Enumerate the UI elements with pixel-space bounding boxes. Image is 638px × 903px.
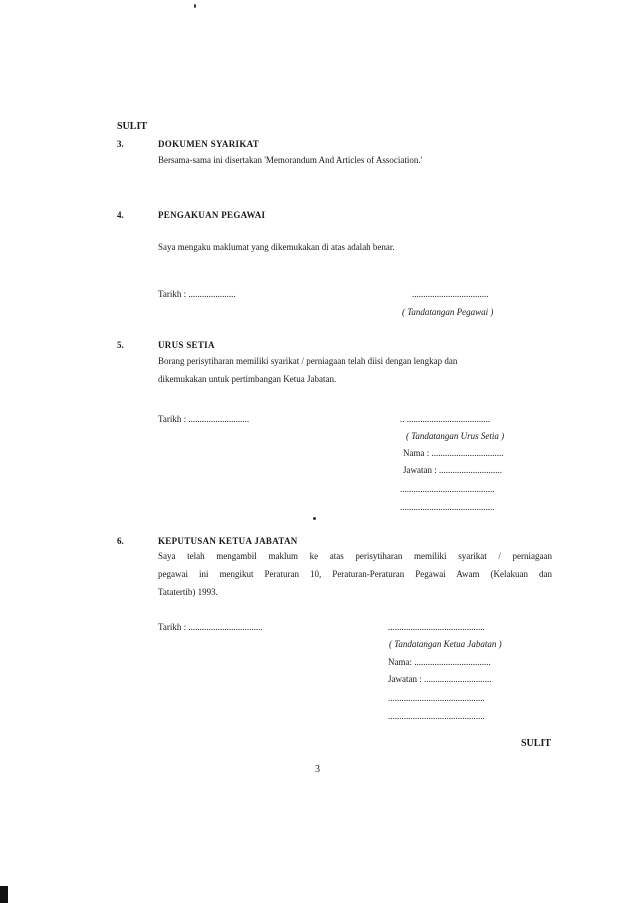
section-3-title: DOKUMEN SYARIKAT	[158, 139, 260, 149]
section-6-blank-line: ...........................................	[388, 711, 485, 721]
section-3-number: 3.	[117, 139, 124, 149]
section-6-text-line3: Tatatertib) 1993.	[158, 587, 218, 597]
section-3-text: Bersama-sama ini disertakan 'Memorandum And Articles of Association.'	[158, 155, 423, 165]
section-6-signature-caption: ( Tandatangan Ketua Jabatan )	[389, 639, 502, 649]
section-4-title: PENGAKUAN PEGAWAI	[158, 210, 266, 220]
section-5-signature-line: .. .....................................	[400, 414, 490, 424]
section-6-text-line2: pegawai ini mengikut Peraturan 10, Peraturan-Peraturan Pegawai Awam (Kelakuan dan	[158, 569, 552, 579]
section-5-number: 5.	[117, 340, 124, 350]
section-4-signature-caption: ( Tandatangan Pegawai )	[402, 307, 494, 317]
section-4-signature-line: ..................................	[412, 289, 489, 299]
section-5-nama-field: Nama : ................................	[403, 448, 504, 458]
section-4-number: 4.	[117, 210, 124, 220]
section-6-number: 6.	[117, 536, 124, 546]
section-6-date-field: Tarikh : .................................	[158, 622, 263, 632]
scan-speck	[313, 517, 316, 520]
section-5-blank-line: ..........................................	[400, 484, 495, 494]
section-5-jawatan-field: Jawatan : ............................	[403, 465, 502, 475]
section-4-text: Saya mengaku maklumat yang dikemukakan di atas adalah benar.	[158, 242, 395, 252]
section-5-text-line1: Borang perisytiharan memiliki syarikat / perniagaan telah diisi dengan lengkap dan	[158, 356, 458, 366]
section-6-nama-field: Nama: ..................................	[388, 657, 491, 667]
section-6-title: KEPUTUSAN KETUA JABATAN	[158, 536, 298, 546]
section-5-blank-line: ..........................................	[400, 502, 495, 512]
section-4-date-field: Tarikh : .....................	[158, 289, 236, 299]
section-6-signature-line: ...........................................	[388, 622, 485, 632]
section-5-signature-caption: ( Tandatangan Urus Setia )	[406, 431, 505, 441]
header-sulit-label: SULIT	[117, 121, 148, 132]
section-5-text-line2: dikemukakan untuk pertimbangan Ketua Jabatan.	[158, 374, 337, 384]
footer-sulit-label: SULIT	[521, 738, 552, 749]
page-number: 3	[315, 764, 320, 775]
scan-speck	[194, 4, 196, 8]
section-6-jawatan-field: Jawatan : ..............................	[388, 674, 492, 684]
section-6-blank-line: ...........................................	[388, 693, 485, 703]
section-5-title: URUS SETIA	[158, 340, 215, 350]
section-5-date-field: Tarikh : ...........................	[158, 414, 250, 424]
section-6-text-line1: Saya telah mengambil maklum ke atas perisytiharan memiliki syarikat / perniagaan	[158, 551, 552, 561]
scan-corner-mark	[0, 886, 8, 903]
